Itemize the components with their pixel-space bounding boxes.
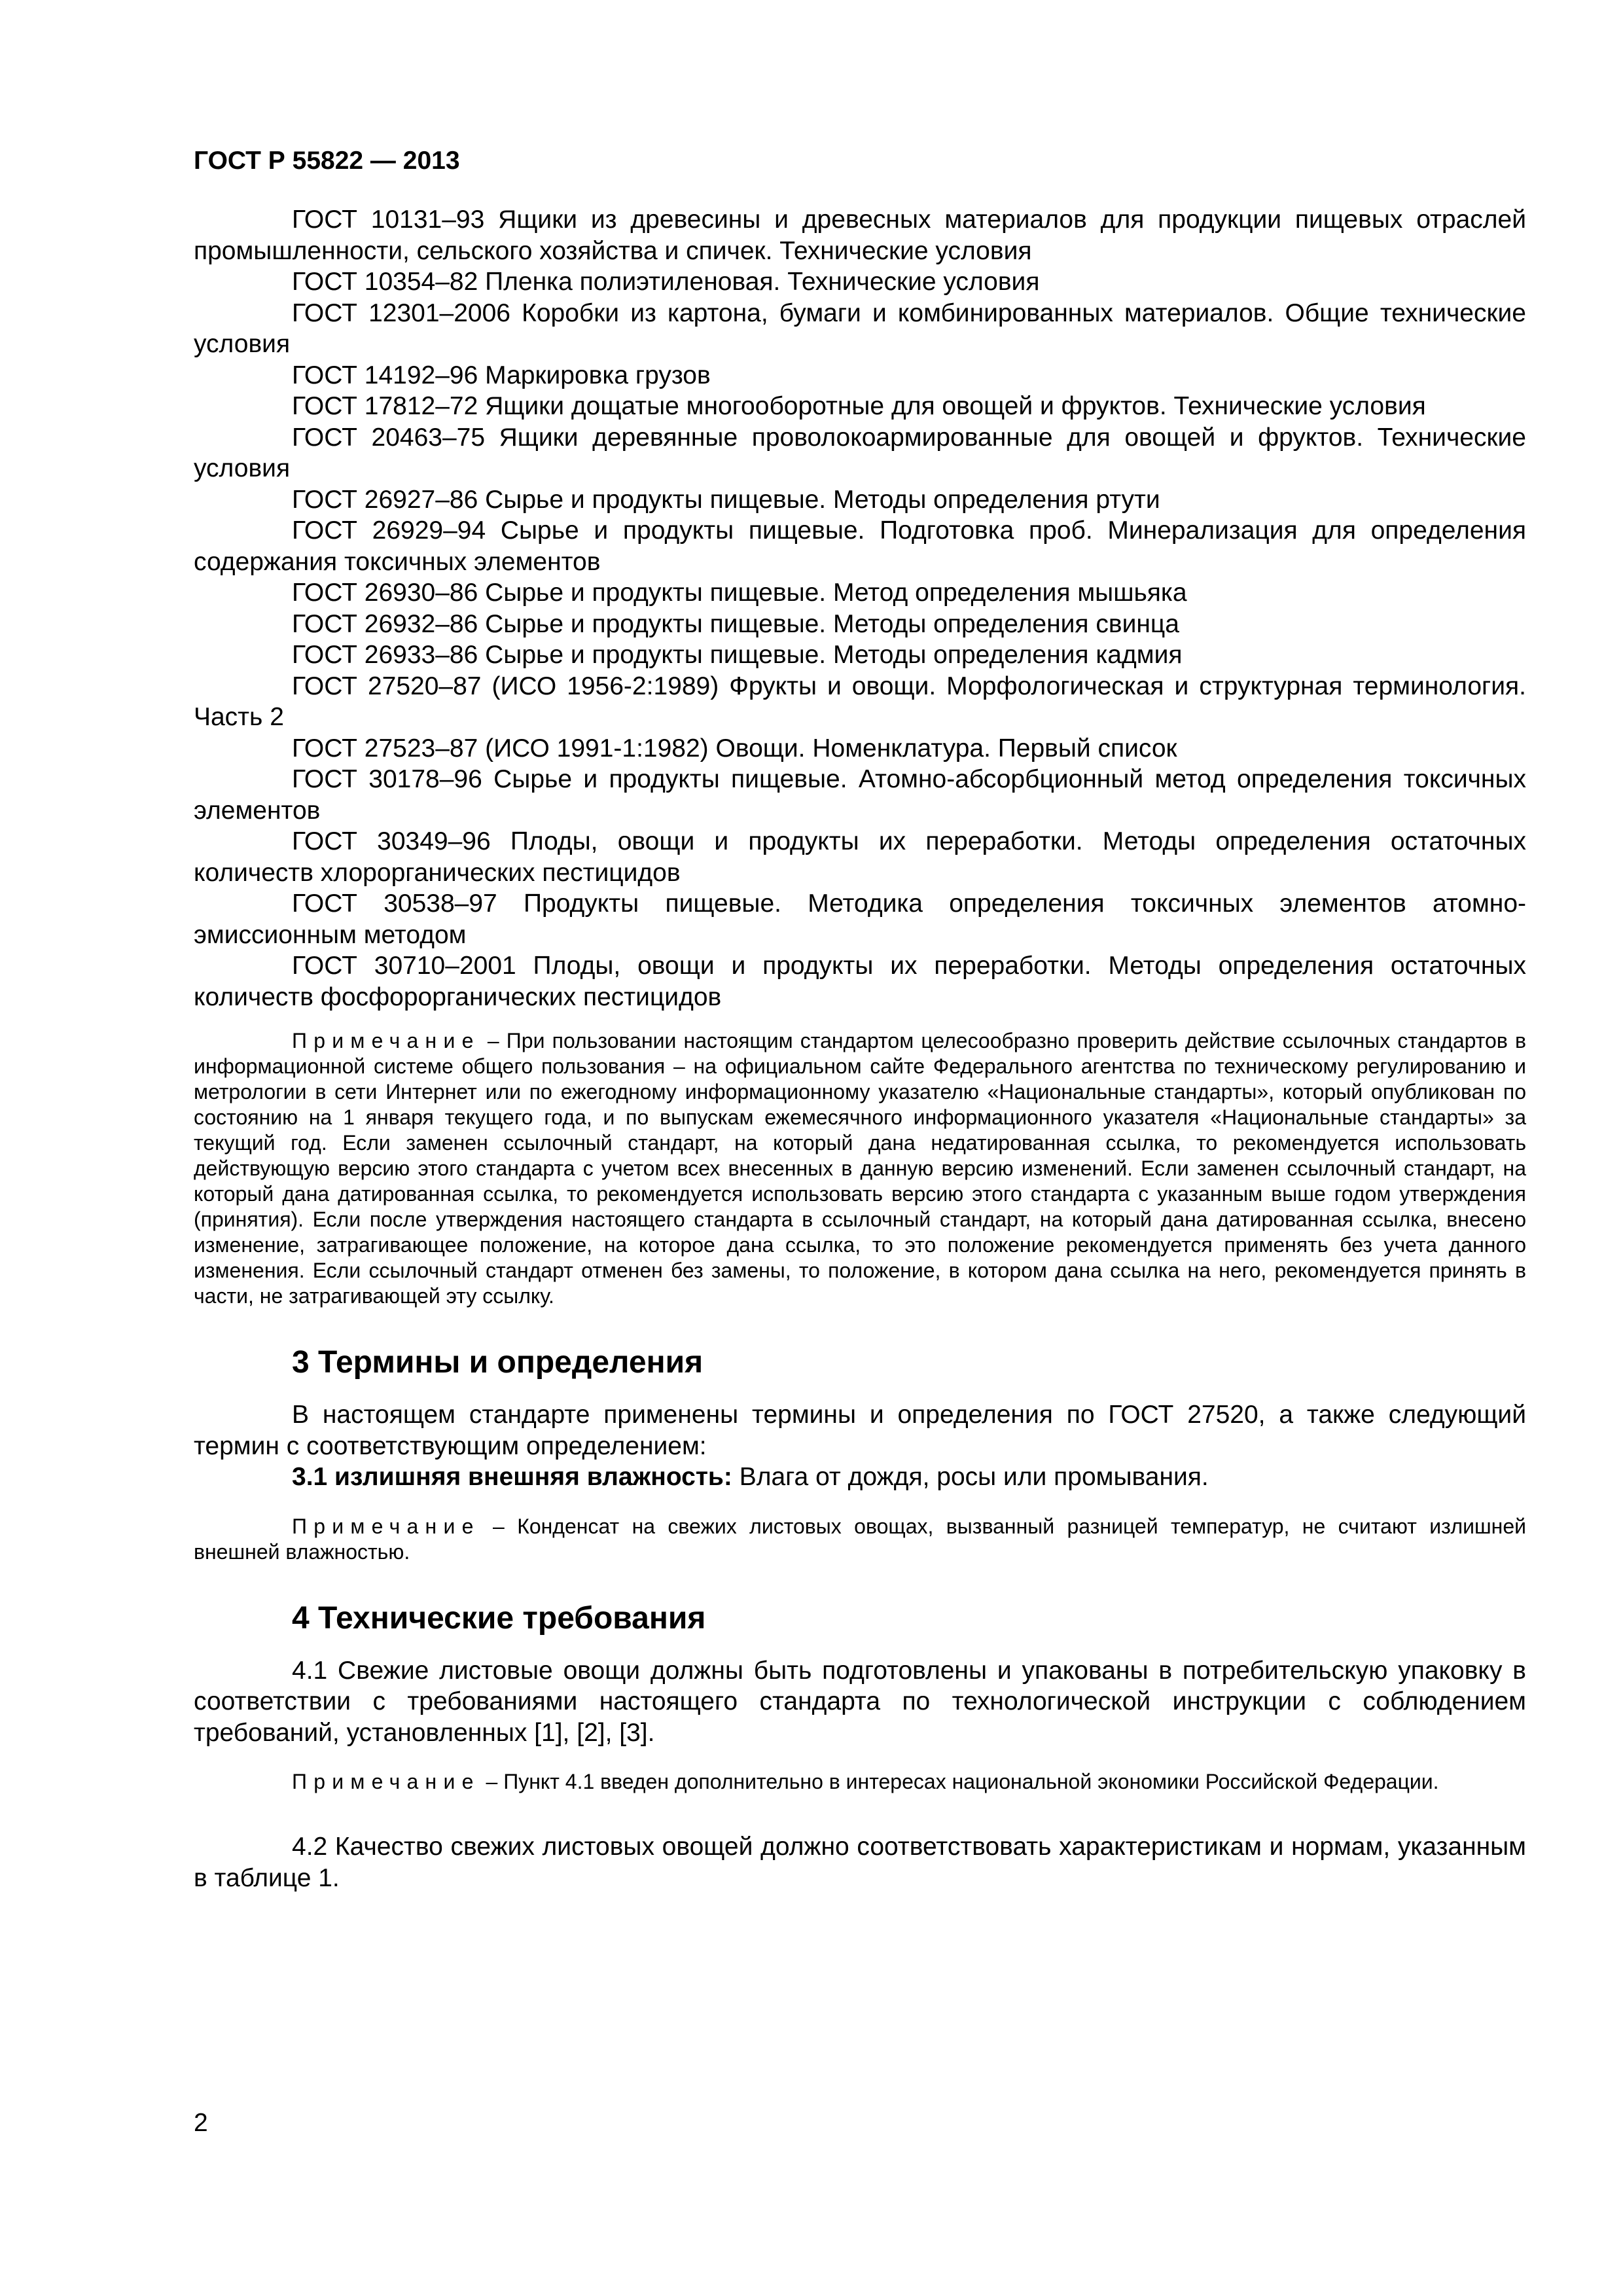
section-4-title: 4 Технические требования bbox=[292, 1600, 706, 1636]
reference-item: ГОСТ 27520–87 (ИСО 1956-2:1989) Фрукты и овощи. Морфологическая и структурная терминология. Часть 2 bbox=[194, 672, 1526, 731]
reference-item: ГОСТ 20463–75 Ящики деревянные проволокоармированные для овощей и фруктов. Технические условия bbox=[194, 423, 1526, 482]
note-text: – При пользовании настоящим стандартом целесообразно проверить действие ссылочных стандартов в информационной системе общего пользования – на официальном сайте Федерального агентства по техническому регулированию и метрологии в сети Интернет или по ежегодному информационному указателю «Национальные стандарты», который опубликован по состоянию на 1 января текущего года, и по выпускам ежемесячного информационного указателя «Национальные стандарты» за текущий год. Если заменен ссылочный стандарт, на который дана недатированная ссылка, то рекомендуется использовать действующую версию этого стандарта с учетом всех внесенных в данную версию изменений. Если заменен ссылочный стандарт, на который дана датированная ссылка, то рекомендуется использовать версию этого стандарта с указанным выше годом утверждения (принятия). Если после утверждения настоящего стандарта в ссылочный стандарт, на который дана датированная ссылка, внесено изменение, затрагивающее положение, на которое дана ссылка, то это положение рекомендуется применять без учета данного изменения. Если ссылочный стандарт отменен без замены, то положение, в котором дана ссылка на него, рекомендуется принять в части, не затрагивающей эту ссылку. bbox=[194, 1029, 1527, 1308]
reference-item: ГОСТ 26930–86 Сырье и продукты пищевые. Метод определения мышьяка bbox=[292, 579, 1187, 607]
note-label: Примечание bbox=[292, 1770, 480, 1793]
reference-item: ГОСТ 26932–86 Сырье и продукты пищевые. Методы определения свинца bbox=[292, 609, 1179, 638]
reference-item: ГОСТ 27523–87 (ИСО 1991-1:1982) Овощи. Номенклатура. Первый список bbox=[292, 734, 1177, 762]
reference-item: ГОСТ 10131–93 Ящики из древесины и древесных материалов для продукции пищевых отраслей промышленности, сельского хозяйства и спичек. Технические условия bbox=[194, 206, 1526, 265]
reference-item: ГОСТ 30178–96 Сырье и продукты пищевые. Атомно-абсорбционный метод определения токсичных элементов bbox=[194, 765, 1526, 825]
reference-item: ГОСТ 12301–2006 Коробки из картона, бумаги и комбинированных материалов. Общие технические условия bbox=[194, 298, 1526, 358]
clause-4-2: 4.2 Качество свежих листовых овощей должно соответствовать характеристикам и нормам, указанным в таблице 1. bbox=[194, 1833, 1526, 1892]
document-header: ГОСТ Р 55822 — 2013 bbox=[194, 147, 460, 175]
clause-4-1: 4.1 Свежие листовые овощи должны быть подготовлены и упакованы в потребительскую упаковку в соответствии с требованиями настоящего стандарта по технологической инструкции с соблюдением требований, установленных [1], [2], [3]. bbox=[194, 1656, 1526, 1747]
section-3-title: 3 Термины и определения bbox=[292, 1345, 704, 1380]
reference-item: ГОСТ 30710–2001 Плоды, овощи и продукты их переработки. Методы определения остаточных количеств фосфорорганических пестицидов bbox=[194, 952, 1526, 1011]
note-label: Примечание bbox=[292, 1514, 480, 1538]
reference-item: ГОСТ 30349–96 Плоды, овощи и продукты их переработки. Методы определения остаточных количеств хлорорганических пестицидов bbox=[194, 827, 1526, 887]
term-text: Влага от дождя, росы или промывания. bbox=[732, 1463, 1209, 1491]
reference-item: ГОСТ 10354–82 Пленка полиэтиленовая. Технические условия bbox=[292, 268, 1040, 296]
reference-item: ГОСТ 26927–86 Сырье и продукты пищевые. Методы определения ртути bbox=[292, 485, 1160, 514]
reference-item: ГОСТ 26933–86 Сырье и продукты пищевые. Методы определения кадмия bbox=[292, 641, 1183, 669]
reference-item: ГОСТ 26929–94 Сырье и продукты пищевые. Подготовка проб. Минерализация для определения содержания токсичных элементов bbox=[194, 516, 1526, 576]
term-definition bbox=[194, 1462, 1526, 1493]
reference-item: ГОСТ 14192–96 Маркировка грузов bbox=[292, 361, 711, 389]
section-3-intro: В настоящем стандарте применены термины и определения по ГОСТ 27520, а также следующий термин с соответствующим определением: bbox=[194, 1401, 1526, 1460]
note-text: – Конденсат на свежих листовых овощах, вызванный разницей температур, не считают излишней внешней влажностью. bbox=[194, 1514, 1527, 1564]
clause-4-1-note bbox=[194, 1769, 1526, 1795]
section-3-note bbox=[194, 1514, 1526, 1565]
page-number: 2 bbox=[194, 2109, 208, 2137]
references-note bbox=[194, 1028, 1526, 1309]
note-text: – Пункт 4.1 введен дополнительно в интересах национальной экономики Российской Федерации. bbox=[486, 1770, 1439, 1793]
reference-item: ГОСТ 30538–97 Продукты пищевые. Методика определения токсичных элементов атомно-эмиссионным методом bbox=[194, 889, 1526, 949]
note-label: Примечание bbox=[292, 1029, 480, 1052]
reference-list bbox=[194, 204, 1526, 1013]
term-name: 3.1 излишняя внешняя влажность: bbox=[292, 1463, 732, 1491]
reference-item: ГОСТ 17812–72 Ящики дощатые многооборотные для овощей и фруктов. Технические условия bbox=[292, 392, 1426, 420]
document-page bbox=[194, 145, 1526, 1893]
